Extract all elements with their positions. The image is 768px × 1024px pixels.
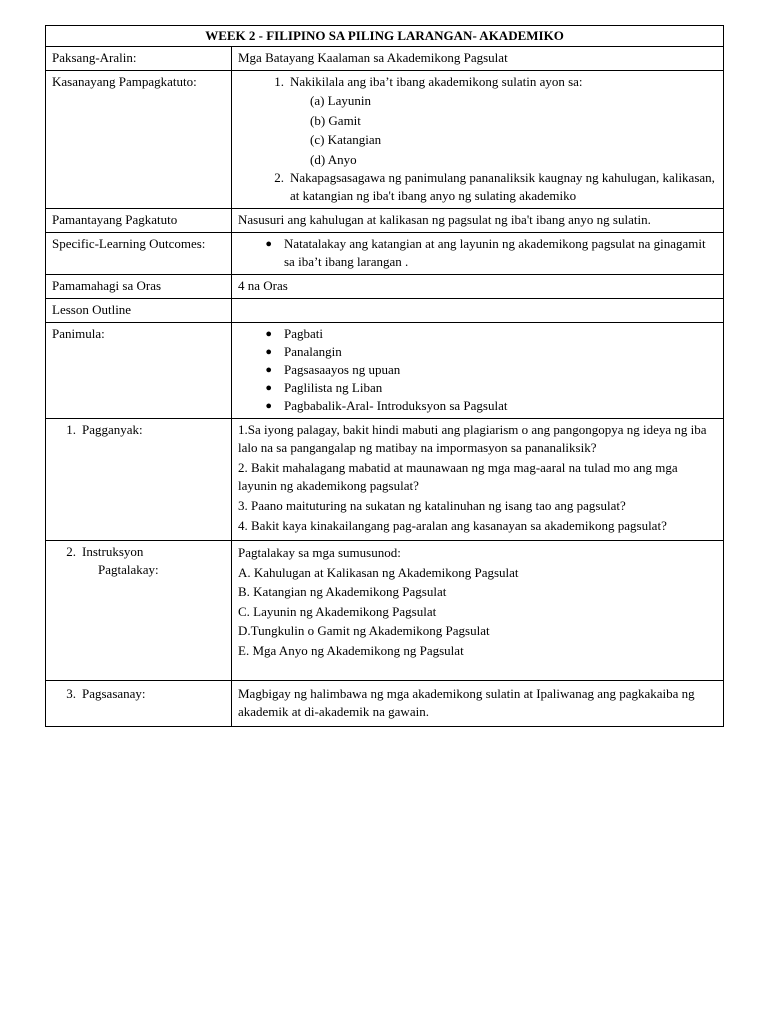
row-value: Nasusuri ang kahulugan at kalikasan ng pagsulat ng iba't ibang anyo ng sulatin. [232, 209, 724, 233]
list-number: 3. [66, 686, 76, 701]
row-value [232, 71, 724, 209]
row-label [46, 419, 232, 541]
list-number: 1. [66, 422, 76, 437]
list-item [238, 169, 717, 205]
bullet-icon: ● [265, 346, 272, 358]
row-label: Lesson Outline [46, 299, 232, 323]
row-specific-outcomes [46, 233, 724, 275]
row-label [46, 541, 232, 681]
list-number: 2. [66, 544, 76, 559]
row-label [46, 681, 232, 727]
sub-item: (d) Anyo [310, 151, 357, 167]
bullet-icon: ● [265, 328, 272, 340]
list-number: 1. [274, 74, 284, 89]
list-item [238, 73, 717, 91]
list-item [238, 235, 717, 271]
row-label: Specific-Learning Outcomes: [46, 233, 232, 275]
question: 3. Paano maituturing na sukatan ng katalinuhan ng isang tao ang pagsulat? [238, 498, 626, 513]
sub-item: (c) Katangian [310, 132, 382, 147]
lesson-plan-table [45, 25, 724, 727]
intro-text: Pagtalakay sa mga sumusunod: [238, 545, 401, 560]
list-item [238, 397, 717, 415]
row-value: 4 na Oras [232, 275, 724, 299]
row-panimula [46, 323, 724, 419]
row-instruksyon [46, 541, 724, 681]
row-pagsasanay [46, 681, 724, 727]
topic-item: A. Kahulugan at Kalikasan ng Akademikong Pagsulat [238, 564, 519, 580]
sub-item: (b) Gamit [310, 112, 361, 128]
topic-item: B. Katangian ng Akademikong Pagsulat [238, 584, 447, 599]
row-value [232, 541, 724, 681]
bullet-icon: ● [265, 364, 272, 376]
bullet-icon: ● [265, 400, 272, 412]
sub-item: (a) Layunin [310, 93, 372, 108]
row-value [232, 323, 724, 419]
label-text: Pagtalakay: [98, 562, 159, 577]
list-text: Nakapagsasagawa ng panimulang pananaliksik kaugnay ng kahulugan, kalikasan, at katangian ng iba't ibang anyo ng sulating akademiko [290, 170, 715, 203]
list-text: Natatalakay ang katangian at ang layunin ng akademikong pagsulat na ginagamit sa iba’t ibang larangan . [284, 236, 706, 269]
list-item [238, 361, 717, 379]
row-pagganyak [46, 419, 724, 541]
question: 4. Bakit kaya kinakailangang pag-aralan ang kasanayan sa akademikong pagsulat? [238, 518, 667, 533]
label-text: Pagganyak: [82, 422, 143, 437]
list-text: Nakikilala ang iba’t ibang akademikong sulatin ayon sa: [290, 74, 583, 89]
row-kasanayan [46, 71, 724, 209]
bullet-icon: ● [265, 238, 272, 250]
row-oras [46, 275, 724, 299]
row-value: Magbigay ng halimbawa ng mga akademikong sulatin at Ipaliwanag ang pagkakaiba ng akademik at di-akademik na gawain. [232, 681, 724, 727]
list-text: Pagbati [284, 326, 323, 341]
list-text: Paglilista ng Liban [284, 380, 383, 395]
row-paksang-aralin [46, 47, 724, 71]
row-label: Kasanayang Pampagkatuto: [46, 71, 232, 209]
list-item [238, 325, 717, 343]
topic-item: C. Layunin ng Akademikong Pagsulat [238, 603, 437, 619]
list-text: Pagsasaayos ng upuan [284, 362, 401, 377]
row-value: Mga Batayang Kaalaman sa Akademikong Pagsulat [232, 47, 724, 71]
list-text: Pagbabalik-Aral- Introduksyon sa Pagsulat [284, 398, 508, 413]
row-label: Pamantayang Pagkatuto [46, 209, 232, 233]
row-label: Paksang-Aralin: [46, 47, 232, 71]
row-lesson-outline [46, 299, 724, 323]
topic-item: E. Mga Anyo ng Akademikong ng Pagsulat [238, 642, 464, 658]
row-pamantayan [46, 209, 724, 233]
label-text: Pagsasanay: [82, 686, 146, 701]
topic-item: D.Tungkulin o Gamit ng Akademikong Pagsulat [238, 623, 490, 638]
row-label: Panimula: [46, 323, 232, 419]
row-label: Pamamahagi sa Oras [46, 275, 232, 299]
question: 1.Sa iyong palagay, bakit hindi mabuti ang plagiarism o ang pangongopya ng ideya ng iba lalo na sa pangangalap ng matibay na impormasyon sa pananaliksik? [238, 422, 707, 455]
label-text: Instruksyon [82, 544, 144, 559]
list-text: Panalangin [284, 344, 342, 359]
row-value [232, 419, 724, 541]
row-value [232, 299, 724, 323]
list-item [238, 379, 717, 397]
list-number: 2. [274, 170, 284, 185]
row-value [232, 233, 724, 275]
question: 2. Bakit mahalagang mabatid at maunawaan ng mga mag-aaral na tulad mo ang mga layunin ng akademikong pagsulat? [238, 460, 678, 493]
document-title: WEEK 2 - FILIPINO SA PILING LARANGAN- AKADEMIKO [46, 26, 724, 47]
list-item [238, 343, 717, 361]
bullet-icon: ● [265, 382, 272, 394]
